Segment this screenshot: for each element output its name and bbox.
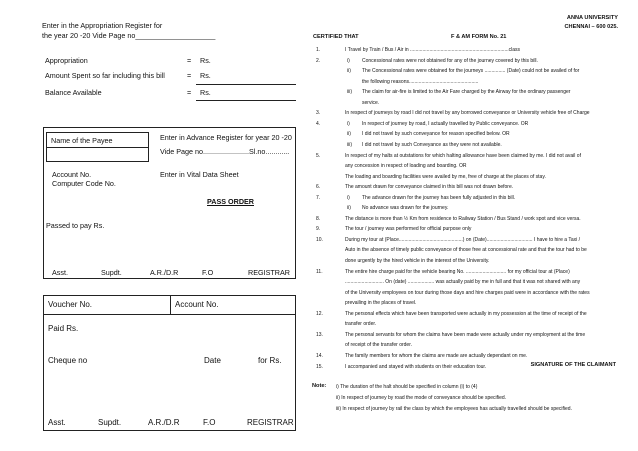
note-item: iii) In respect of journey by rail the class by which the employees has actually travelled should be specified. [336,406,572,412]
payee-name-label: Name of the Payee [51,136,113,145]
item-text: The Concessional rates were obtained for the journeys ............... (Date) could not be availed of for [362,68,580,75]
sign-registrar: REGISTRAR [248,268,290,277]
voucher-account-no-label[interactable]: Account No. [175,300,219,309]
vital-data-label: Enter in Vital Data Sheet [160,170,239,179]
advance-register-label: Enter in Advance Register for year 20 -20 [160,133,292,142]
voucher-box [43,295,296,431]
item-number: 15. [316,363,323,370]
item-text: No advance was drawn for the journey. [362,205,449,212]
balance-eq: = [187,88,192,97]
appropriation-register-label: Enter in the Appropriation Register for [42,21,163,30]
item-text: The loading and boarding facilities were availed by me, free of charge at the places of stay. [345,173,546,180]
appropriation-label: Appropriation [45,56,88,65]
item-text: any concession in respect of loading and boarding. OR [345,163,467,170]
item-subnumber: ii) [347,131,351,138]
item-subnumber: i) [347,194,350,201]
voucher-sign-registrar: REGISTRAR [247,418,294,427]
item-text: ............................ On (date) ................... was actually paid by me in full and that it was not shared with any [345,279,581,286]
appropriation-value[interactable]: Rs. [200,56,211,65]
item-text: In respect of journeys by road I did not travel by any borrowed conveyance or University vehicle free of Charge [345,110,590,117]
item-number: 1. [316,47,321,53]
item-number: 11. [316,268,323,275]
item-text: done urgently by the hired vehicle in the interest of the University. [345,258,490,264]
item-text: I accompanied and stayed with students on their education tour. [345,363,487,370]
item-text: In respect of my halts at outstations for which halting allowance have been claimed by me. I did not avail of [345,152,581,159]
item-text: I did not travel by such Conveyance as they were not available. [362,141,502,148]
item-number: 10. [316,236,323,243]
university-name: ANNA UNIVERSITY [566,15,618,21]
note-item: i) The duration of the halt should be specified in column (i) to (4) [336,384,478,390]
cheque-no-label: Cheque no [48,356,88,365]
passed-to-pay-label: Passed to pay Rs. [46,221,105,230]
voucher-sign-asst: Asst. [48,418,66,427]
voucher-divider [44,314,295,315]
item-text: The amount drawn for conveyance claimed in this bill was not drawn before. [345,184,514,191]
payee-name-divider [47,147,148,148]
paid-rs-label: Paid Rs. [48,324,79,333]
item-text: of the University employees on tour during those days and hire charges paid were in accordance with the rates [345,289,590,296]
voucher-sign-ar-dr: A.R./D.R [148,418,180,427]
item-number: 6. [316,184,321,191]
amount-spent-label: Amount Spent so far including this bill [45,71,165,80]
item-text: I did not travel by such conveyance for reason specified below. OR [362,131,510,138]
item-subnumber: ii) [347,205,351,212]
voucher-no-label[interactable]: Voucher No. [48,300,93,309]
item-text: The family members for whom the claims are made are actually dependant on me. [345,352,528,359]
item-number: 8. [316,215,321,222]
item-text: The personal effects which have been transported were actually in my possession at the time of receipt of the [345,310,587,317]
voucher-sign-fo: F.O [203,418,216,427]
item-subnumber: i) [347,120,350,127]
item-text: Concessional rates were not obtained for any of the journey covered by this bill. [362,57,538,64]
date-label: Date [204,356,221,365]
item-subnumber: iii) [347,89,352,96]
payee-name-box[interactable] [46,132,149,162]
item-text: The personal servants for whom the claims have been made were actually under my employment at the time [345,331,586,338]
account-no-label: Account No. [52,170,92,179]
item-number: 14. [316,352,323,359]
item-number: 5. [316,152,321,159]
item-text: In respect of journey by road, I actually travelled by Public conveyance. OR [362,120,529,127]
item-text: Auto in the absence of timely public conveyance of those free at concessional rate and that the tour had to be [345,247,587,254]
note-label: Note: [312,383,327,389]
item-number: 2. [316,57,321,64]
item-number: 13. [316,331,323,338]
item-text: The claim for air-fire is limited to the Air Fare charged by the Airway for the ordinary passenger [362,89,571,96]
voucher-split [170,296,171,314]
item-text: The distance is more than ½ Km from residence to Railway Station / Bus Stand / work spot and vice versa. [345,215,581,222]
appropriation-year-line: the year 20 -20 Vide Page no____________________ [42,31,216,40]
item-subnumber: iii) [347,141,352,148]
item-text: The entire hire charge paid for the vehicle bearing No. ............................. for my official tour at (Place) [345,268,570,275]
item-text: The advance drawn for the journey has been fully adjusted in this bill. [362,194,516,201]
computer-code-label: Computer Code No. [52,179,116,188]
item-text: transfer order. [345,321,377,328]
appropriation-eq: = [187,56,192,65]
item-text: prevailing in the places of travel. [345,300,417,307]
university-address: CHENNAI – 600 025. [564,24,618,30]
claimant-signature-label: SIGNATURE OF THE CLAIMANT [530,362,616,368]
pass-order-heading: PASS ORDER [207,197,254,206]
amount-spent-value[interactable]: Rs. [200,71,211,80]
item-text: service. [362,99,380,106]
item-number: 9. [316,226,321,233]
item-text: I Travel by Train / Bus / Air in .......................................................................class [345,47,521,53]
sign-ar-dr: A.R./D.R [150,268,179,277]
item-number: 12. [316,310,323,317]
item-number: 3. [316,110,321,117]
sign-supdt: Supdt. [101,268,122,277]
item-text: of receipt of the transfer order. [345,342,412,349]
item-number: 7. [316,194,321,201]
sign-asst: Asst. [52,268,68,277]
item-number: 4. [316,120,321,127]
balance-underline [196,100,296,101]
item-text: The tour / journey was performed for official purpose only [345,226,472,233]
item-subnumber: i) [347,57,350,64]
item-text: the following reasons.................................................. [362,78,479,85]
form-number: F & AM FORM No. 21 [451,34,507,40]
balance-value[interactable]: Rs. [200,88,211,97]
payee-pass-order-box [43,127,296,279]
balance-label: Balance Available [45,88,102,97]
advance-vide-page-line: Vide Page no.......................Sl.no............ [160,147,290,156]
amount-spent-eq: = [187,71,192,80]
item-text: During my tour at (Place..............................................) on (Date)................................. I have to hire a Taxi / [345,236,580,243]
certified-that-heading: CERTIFIED THAT [313,34,359,40]
note-item: ii) In respect of journey by road the mode of conveyance should be specified. [336,395,507,401]
amount-spent-underline [196,84,296,85]
sign-fo: F.O [202,268,214,277]
for-rs-label: for Rs. [258,356,282,365]
item-subnumber: ii) [347,68,351,75]
voucher-sign-supdt: Supdt. [98,418,122,427]
